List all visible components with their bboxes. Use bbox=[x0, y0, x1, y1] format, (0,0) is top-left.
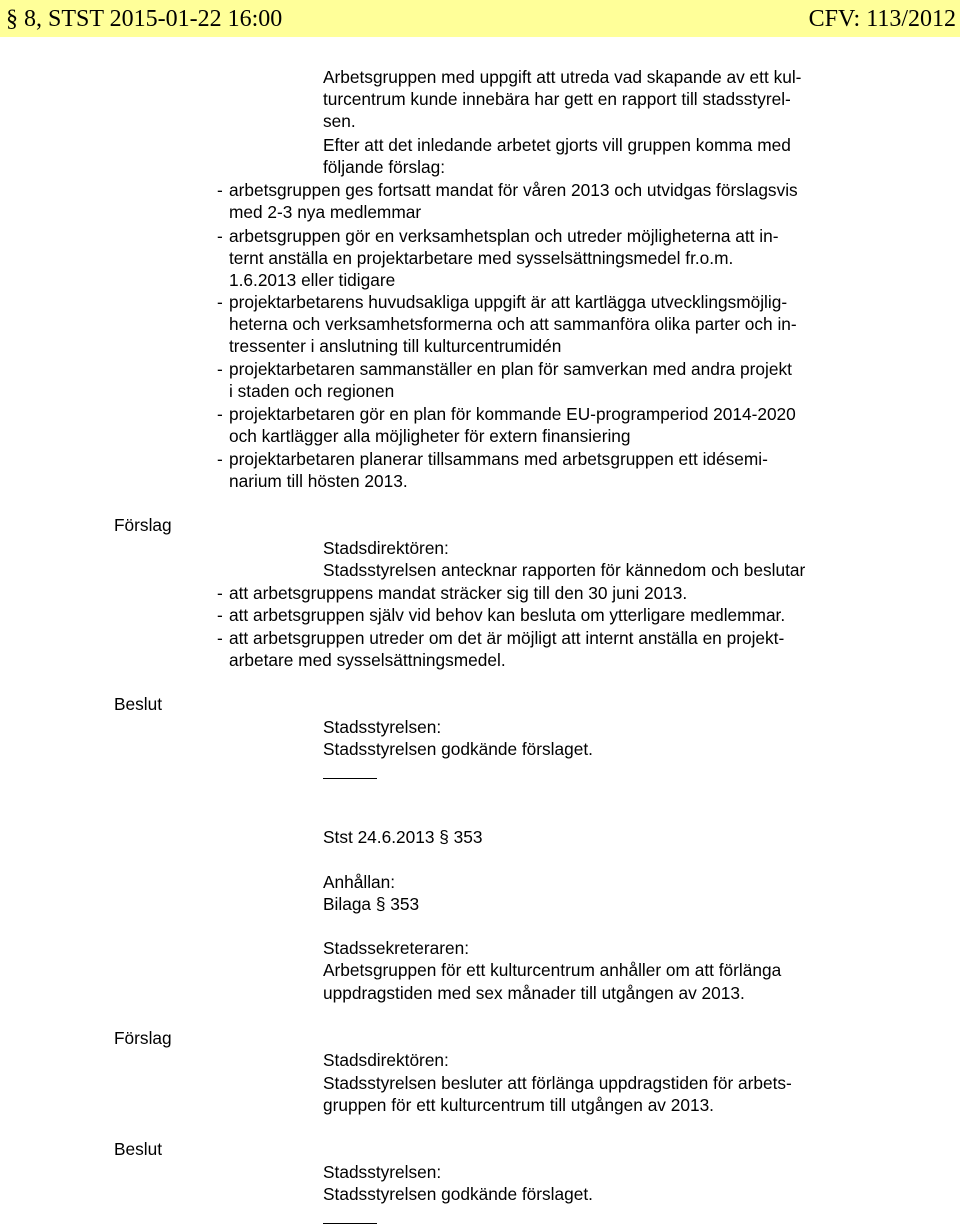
bullet-dash: - bbox=[217, 226, 223, 246]
header-section-date: § 8, STST 2015-01-22 16:00 bbox=[6, 6, 283, 32]
board-heading: Stadsstyrelsen: bbox=[323, 717, 442, 737]
intro-line-1: Arbetsgruppen med uppgift att utreda vad skapande av ett kul- bbox=[323, 67, 802, 87]
beslut-label: Beslut bbox=[114, 694, 163, 714]
bullet-dash: - bbox=[217, 359, 223, 379]
bullet-dash: - bbox=[217, 180, 223, 200]
bullet-3-line-3: tressenter i anslutning till kulturcentrumidén bbox=[229, 336, 562, 356]
beslut-label: Beslut bbox=[114, 1139, 163, 1159]
decision-1-line-1: att arbetsgruppens mandat sträcker sig till den 30 juni 2013. bbox=[229, 583, 688, 603]
director-text: Stadsstyrelsen antecknar rapporten för kännedom och beslutar bbox=[323, 560, 806, 580]
anhallan-heading: Anhållan: bbox=[323, 872, 396, 892]
proposal-intro-line-2: följande förslag: bbox=[323, 157, 446, 177]
decision-dash: - bbox=[217, 583, 223, 603]
bullet-4-line-1: projektarbetaren sammanställer en plan för samverkan med andra projekt bbox=[229, 359, 792, 379]
director-heading: Stadsdirektören: bbox=[323, 1050, 449, 1070]
decision-3-line-2: arbetare med sysselsättningsmedel. bbox=[229, 650, 506, 670]
bullet-dash: - bbox=[217, 404, 223, 424]
meeting-reference: Stst 24.6.2013 § 353 bbox=[323, 827, 483, 847]
director-text-line-1: Stadsstyrelsen besluter att förlänga uppdragstiden för arbets- bbox=[323, 1073, 792, 1093]
section-end-rule bbox=[323, 1223, 377, 1224]
director-heading: Stadsdirektören: bbox=[323, 538, 449, 558]
forslag-label: Förslag bbox=[114, 515, 172, 535]
section-end-rule bbox=[323, 778, 377, 779]
intro-line-2: turcentrum kunde innebära har gett en rapport till stadsstyrel- bbox=[323, 89, 791, 109]
bullet-2-line-1: arbetsgruppen gör en verksamhetsplan och utreder möjligheterna att in- bbox=[229, 226, 779, 246]
board-heading: Stadsstyrelsen: bbox=[323, 1162, 442, 1182]
bullet-2-line-3: 1.6.2013 eller tidigare bbox=[229, 270, 396, 290]
attachment-reference: Bilaga § 353 bbox=[323, 894, 420, 914]
bullet-6-line-2: narium till hösten 2013. bbox=[229, 471, 408, 491]
bullet-3-line-2: heterna och verksamhetsformerna och att sammanföra olika parter och in- bbox=[229, 314, 797, 334]
decision-3-line-1: att arbetsgruppen utreder om det är möjligt att internt anställa en projekt- bbox=[229, 628, 785, 648]
secretary-text-line-2: uppdragstiden med sex månader till utgången av 2013. bbox=[323, 983, 745, 1003]
bullet-4-line-2: i staden och regionen bbox=[229, 381, 395, 401]
bullet-1-line-2: med 2-3 nya medlemmar bbox=[229, 202, 422, 222]
decision-dash: - bbox=[217, 628, 223, 648]
bullet-dash: - bbox=[217, 449, 223, 469]
bullet-2-line-2: ternt anställa en projektarbetare med sysselsättningsmedel fr.o.m. bbox=[229, 248, 734, 268]
proposal-intro-line-1: Efter att det inledande arbetet gjorts vill gruppen komma med bbox=[323, 135, 791, 155]
board-text: Stadsstyrelsen godkände förslaget. bbox=[323, 1184, 593, 1204]
director-text-line-2: gruppen för ett kulturcentrum till utgången av 2013. bbox=[323, 1095, 714, 1115]
forslag-label: Förslag bbox=[114, 1028, 172, 1048]
decision-2-line-1: att arbetsgruppen själv vid behov kan besluta om ytterligare medlemmar. bbox=[229, 605, 786, 625]
secretary-heading: Stadssekreteraren: bbox=[323, 938, 470, 958]
document-header-bar bbox=[0, 0, 960, 37]
bullet-1-line-1: arbetsgruppen ges fortsatt mandat för våren 2013 och utvidgas förslagsvis bbox=[229, 180, 798, 200]
bullet-6-line-1: projektarbetaren planerar tillsammans med arbetsgruppen ett idésemi- bbox=[229, 449, 768, 469]
bullet-5-line-2: och kartlägger alla möjligheter för extern finansiering bbox=[229, 426, 631, 446]
secretary-text-line-1: Arbetsgruppen för ett kulturcentrum anhåller om att förlänga bbox=[323, 960, 782, 980]
decision-dash: - bbox=[217, 605, 223, 625]
bullet-3-line-1: projektarbetarens huvudsakliga uppgift är att kartlägga utvecklingsmöjlig- bbox=[229, 292, 788, 312]
intro-line-3: sen. bbox=[323, 111, 356, 131]
header-case-number: CFV: 113/2012 bbox=[808, 6, 956, 32]
board-text: Stadsstyrelsen godkände förslaget. bbox=[323, 739, 593, 759]
bullet-dash: - bbox=[217, 292, 223, 312]
bullet-5-line-1: projektarbetaren gör en plan för kommande EU-programperiod 2014-2020 bbox=[229, 404, 796, 424]
